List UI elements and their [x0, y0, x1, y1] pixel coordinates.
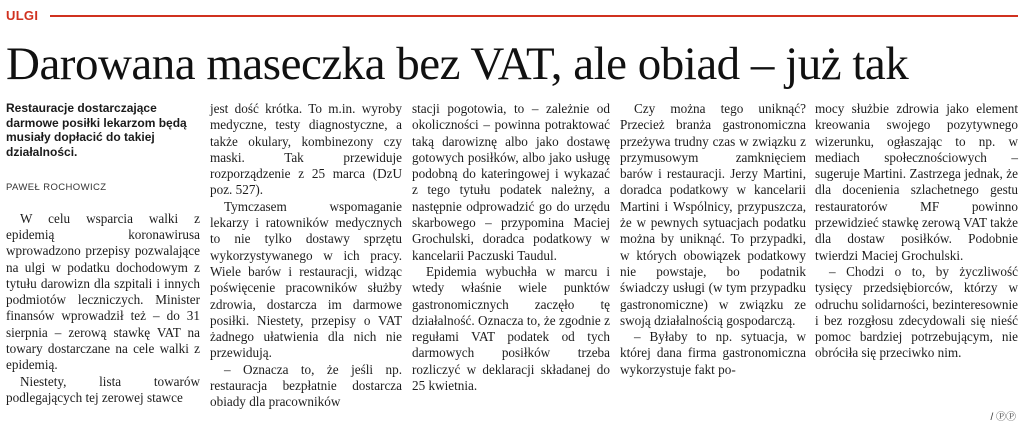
paragraph: Epidemia wybuchła w marcu i wtedy właśnie wiele punktów gastronomicznych zaczęło tę działalność. Oznacza to, że zgodnie z regułami VAT podatek od tych darmowych posiłków trzeba rozliczyć w deklaracji składanej do 25 kwietnia.	[412, 263, 610, 394]
article-column-3	[412, 101, 610, 394]
paragraph: Niestety, lista towarów podlegających tej zerowej stawce	[6, 373, 200, 405]
section-header	[6, 6, 1018, 26]
article-column-4	[620, 101, 806, 378]
paragraph: – Oznacza to, że jeśli np. restauracja bezpłatnie dostarcza obiady dla pracowników	[210, 361, 402, 410]
paragraph: Czy można tego uniknąć? Przecież branża gastronomiczna przeżywa trudny czas w związku z przymusowym zamknięciem barów i restauracji. Jerzy Martini, doradca podatkowy w kancelarii Martini i Wspólnicy, przypuszcza, że w pewnych sytuacjach podatku można by uniknąć. To przypadki, w których obowiązek podatkowy nie powstaje, bo podatnik świadczy usługi (w tym przypadku gastronomiczne) w związku ze swoją działalnością gospodarczą.	[620, 101, 806, 328]
article-column-2	[210, 101, 402, 411]
end-mark: / ⓅⓅ	[990, 412, 1016, 423]
article-author: PAWEŁ ROCHOWICZ	[6, 182, 107, 194]
paragraph: – Chodzi o to, by życzliwość tysięcy przedsiębiorców, którzy w odruchu solidarności, bezinteresownie i bez rozgłosu zdecydowali się nieść pomoc bardziej potrzebującym, nie obróciła się przeciwko nim.	[815, 263, 1018, 361]
section-label: ULGI	[6, 8, 39, 23]
paragraph: stacji pogotowia, to – zależnie od okoliczności – powinna potraktować taką darowiznę albo jako dostawę gotowych posiłków, albo jako usługę podobną do kateringowej i wykazać z tego tytułu podatek należny, a następnie odprowadzić go do urzędu skarbowego – przypomina Maciej Grochulski, doradca podatkowy w kancelarii Paczuski Taudul.	[412, 101, 610, 263]
article-column-5	[815, 101, 1018, 362]
paragraph: mocy służbie zdrowia jako element kreowania swojego pozytywnego wizerunku, ogłaszając to np. w mediach społecznościowych – sugeruje Martini. Zastrzega jednak, że dla docenienia szlachetnego gestu restauratorów MF powinno przewidzieć stawkę zerową VAT także dla dostaw posiłków. Podobnie twierdzi Maciej Grochulski.	[815, 101, 1018, 263]
paragraph: Tymczasem wspomaganie lekarzy i ratowników medycznych to nie tylko dostawy sprzętu wykorzystywanego w ich pracy. Wiele barów i restauracji, widząc poświęcenie pracowników służby zdrowia, dostarcza im darmowe posiłki. Niestety, przepisy o VAT żadnego ułatwienia dla nich nie przewidują.	[210, 198, 402, 361]
paragraph: W celu wsparcia walki z epidemią koronawirusa wprowadzono przepisy pozwalające na ulgi w podatku dochodowym z tytułu darowizn dla szpitali i innych podmiotów leczniczych. Minister finansów wprowadził też – do 31 sierpnia – zerową stawkę VAT na towary dostarczane na cele walki z epidemią.	[6, 210, 200, 373]
paragraph: jest dość krótka. To m.in. wyroby medyczne, testy diagnostyczne, a także okulary, kombinezony czy maski. Tak przewiduje rozporządzenie z 25 marca (DzU poz. 527).	[210, 101, 402, 198]
section-rule	[50, 15, 1018, 17]
article-lead: Restauracje dostarczające darmowe posiłki lekarzom będą musiały dopłacić do takiej działalności.	[6, 101, 187, 159]
article-column-1	[6, 101, 200, 406]
article-headline: Darowana maseczka bez VAT, ale obiad – już tak	[6, 38, 909, 90]
paragraph: – Byłaby to np. sytuacja, w której dana firma gastronomiczna wykorzystuje fakt po-	[620, 329, 806, 377]
